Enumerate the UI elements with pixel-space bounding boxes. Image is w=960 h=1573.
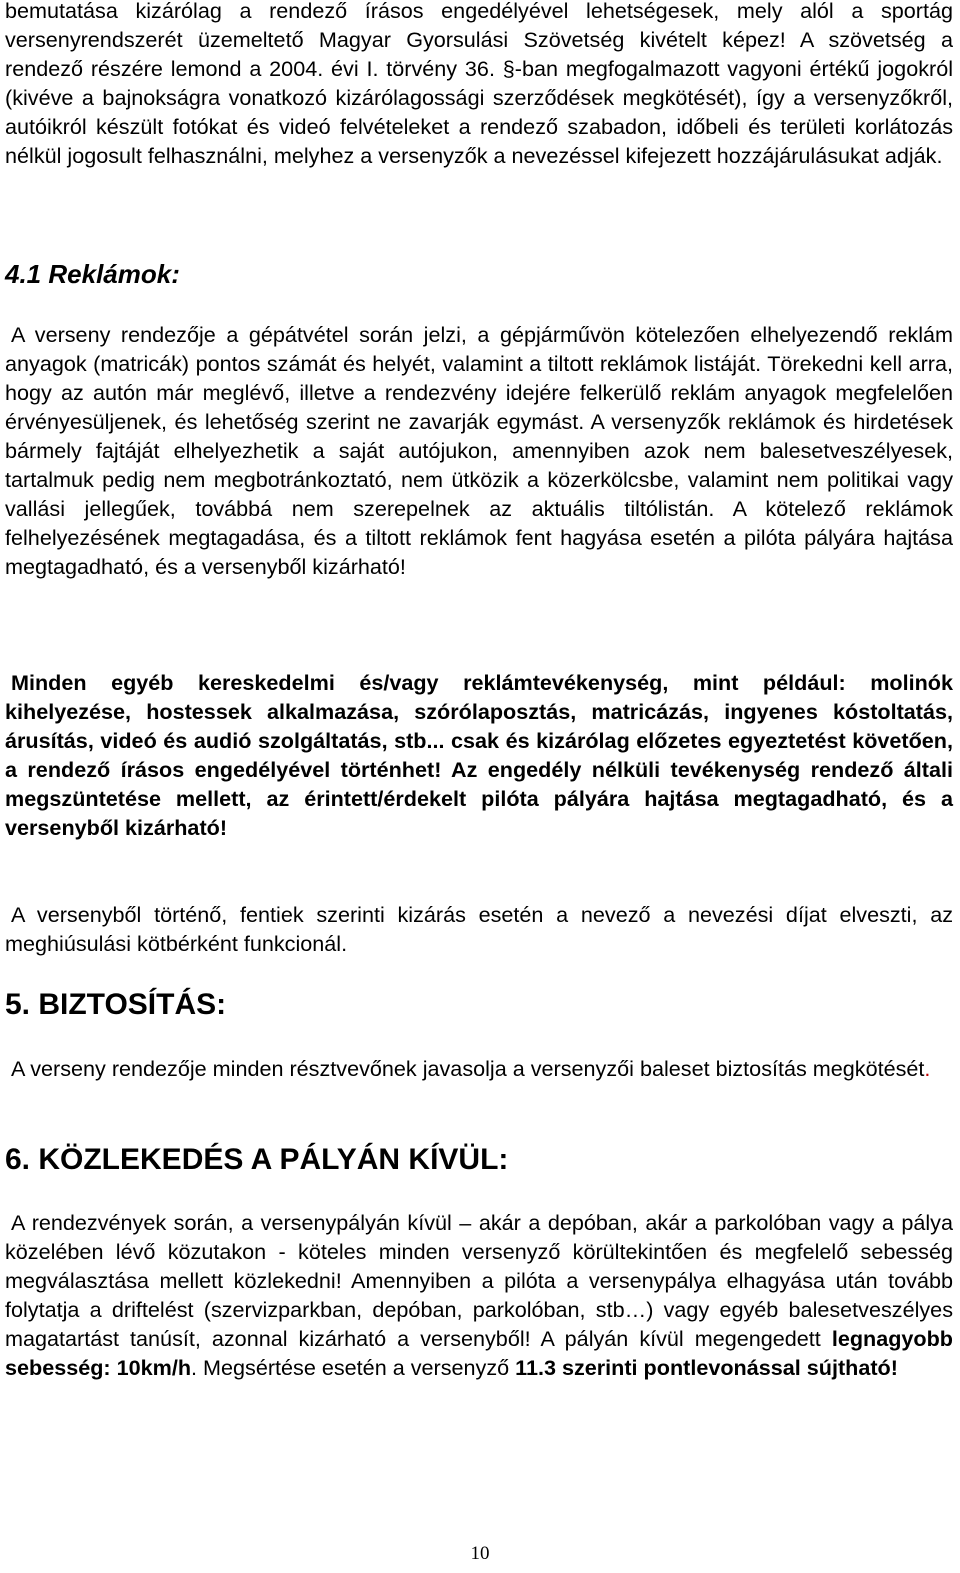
section-4-1-heading: 4.1 Reklámok: <box>5 259 180 289</box>
section-6-heading: 6. KÖZLEKEDÉS A PÁLYÁN KÍVÜL: <box>5 1143 509 1176</box>
exclusion-paragraph: A versenyből történő, fentiek szerinti kizárás esetén a nevező a nevezési díjat elveszti, az meghiúsulási kötbérként funkcionál. <box>5 902 953 956</box>
advertising-bold-paragraph: Minden egyéb kereskedelmi és/vagy reklámtevékenység, mint például: molinók kihelyezése, hostessek alkalmazása, szórólaposztás, matricázás, ingyenes kóstoltatás, árusítás, videó és audió szolgáltatás, stb... csak és kizárólag előzetes egyeztetést követően, a rendező írásos engedélyével történhet! Az engedély nélküli tevékenység rendező általi megszüntetése mellett, az érintett/érdekelt pilóta pályára hajtása megtagadható, és a versenyből kizárható! <box>5 670 953 840</box>
advertising-paragraph: A verseny rendezője a gépátvétel során jelzi, a gépjárművön kötelezően elhelyezendő reklám anyagok (matricák) pontos számát és helyét, valamint a tiltott reklámok listáját. Törekedni kell arra, hogy az autón már meglévő, illetve a rendezvény idejére felkerülő reklám anyagok megfelelően érvényesüljenek, és lehetőség szerint ne zavarják egymást. A versenyzők reklámok és hirdetések bármely fajtáját elhelyezhetik a saját autójukon, amennyiben azok nem balesetveszélyesek, tartalmuk pedig nem megbotránkoztató, nem ütközik a közerkölcsbe, valamint nem politikai vagy vallási jellegűek, továbbá nem szerepelnek az aktuális tiltólistán. A kötelező reklámok felhelyezésének megtagadása, és a tiltott reklámok fent hagyása esetén a pilóta pályára hajtása megtagadható, és a versenyből kizárható! <box>5 322 953 579</box>
traffic-middle: . Megsértése esetén a versenyző <box>191 1355 516 1380</box>
speed-limit: legnagyobb sebesség: 10km/h <box>5 1326 953 1380</box>
intro-paragraph: bemutatása kizárólag a rendező írásos engedélyével lehetségesek, mely alól a sportág versenyrendszerét üzemeltető Magyar Gyorsulási Szövetség kivételt képez! A szövetség a rendező részére lemond a 2004. évi I. törvény 36. §-ban megfogalmazott vagyoni értékű jogokról (kivéve a bajnokságra vonatkozó kizárólagossági szerződések megkötését), így a versenyzőkről, autóikról készült fotókat és videó felvételeket a rendező szabadon, időbeli és területi korlátozás nélkül jogosult felhasználni, melyhez a versenyzők a nevezéssel kifejezett hozzájárulásukat adják. <box>5 0 953 168</box>
page-number: 10 <box>470 1543 490 1564</box>
insurance-paragraph <box>5 1054 953 1083</box>
section-5-heading: 5. BIZTOSÍTÁS: <box>5 988 227 1021</box>
penalty-text: 11.3 szerinti pontlevonással sújtható! <box>515 1355 898 1380</box>
traffic-text: A rendezvények során, a versenypályán kívül – akár a depóban, akár a parkolóban vagy a pálya közelében lévő közutakon - köteles minden versenyző körültekintően és megfelelő sebesség megválasztása mellett közlekedni! Amennyiben a pilóta a versenypálya elhagyása után tovább folytatja a driftelést (szervizparkban, depóban, parkolóban, stb…) vagy egyéb balesetveszélyes magatartást tanúsít, azonnal kizárható a versenyből! A pályán kívül megengedett <box>5 1210 953 1351</box>
insurance-trailing-dot: . <box>924 1056 931 1081</box>
insurance-text: A verseny rendezője minden résztvevőnek javasolja a versenyzői baleset biztosítás megkötését <box>11 1056 925 1081</box>
traffic-paragraph <box>5 1208 953 1382</box>
